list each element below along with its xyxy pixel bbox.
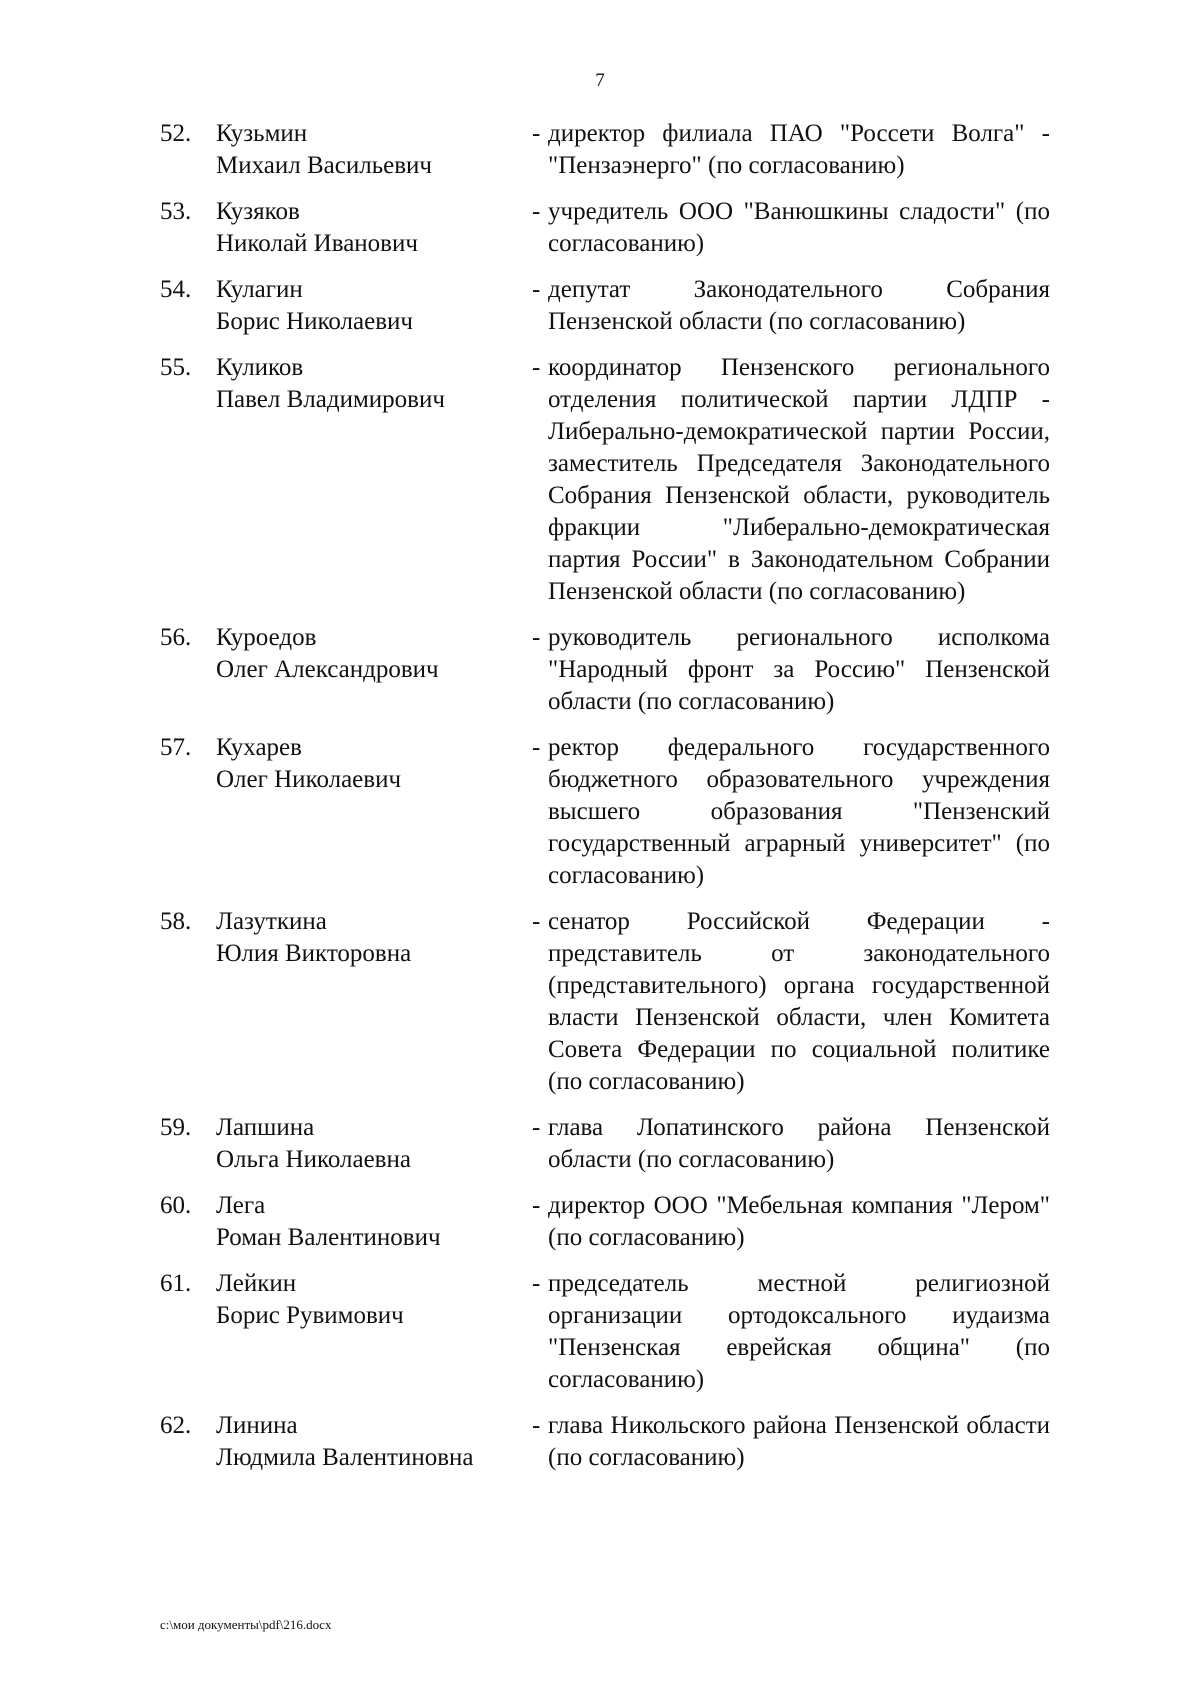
position-description: глава Никольского района Пензенской области (по согласованию) — [548, 1412, 1050, 1471]
list-item — [160, 1410, 1150, 1474]
surname: Кузяков — [216, 198, 300, 225]
list-item — [160, 1268, 1150, 1396]
person-name — [216, 1190, 516, 1254]
given-names: Олег Александрович — [216, 656, 439, 683]
given-names: Ольга Николаевна — [216, 1146, 411, 1173]
given-names: Николай Иванович — [216, 230, 418, 257]
file-path-footer: c:\мои документы\pdf\216.docx — [160, 1617, 332, 1632]
position-description: руководитель регионального исполкома "Народный фронт за Россию" Пензенской области (по согласованию) — [548, 624, 1050, 715]
position-description: ректор федерального государственного бюджетного образовательного учреждения высшего образования "Пензенский государственный аграрный университет" (по согласованию) — [548, 734, 1050, 889]
surname: Лазуткина — [216, 908, 327, 935]
members-list — [160, 118, 1150, 1488]
item-number: 57. — [160, 734, 192, 761]
dash: - — [532, 1270, 541, 1297]
surname: Кузьмин — [216, 120, 308, 147]
dash: - — [532, 198, 541, 225]
dash: - — [532, 120, 541, 147]
person-name — [216, 622, 516, 718]
list-item — [160, 732, 1150, 892]
surname: Куроедов — [216, 624, 317, 651]
item-number: 55. — [160, 354, 192, 381]
list-item — [160, 352, 1150, 608]
list-item — [160, 196, 1150, 260]
surname: Линина — [216, 1412, 298, 1439]
given-names: Юлия Викторовна — [216, 940, 412, 967]
position-description: координатор Пензенского регионального отделения политической партии ЛДПР - Либерально-демократической партии России, заместитель Председателя Законодательного Собрания Пензенской области, руководитель фракции "Либерально-демократическая партия России" в Законодательном Собрании Пензенской области (по согласованию) — [548, 354, 1050, 605]
list-item — [160, 1190, 1150, 1254]
surname: Кухарев — [216, 734, 302, 761]
page-number: 7 — [595, 70, 605, 91]
person-name — [216, 118, 516, 182]
list-item — [160, 906, 1150, 1098]
position-description: директор ООО "Мебельная компания "Лером" (по согласованию) — [548, 1192, 1050, 1251]
dash: - — [532, 908, 541, 935]
surname: Куликов — [216, 354, 304, 381]
surname: Лейкин — [216, 1270, 297, 1297]
given-names: Борис Николаевич — [216, 308, 413, 335]
list-item — [160, 622, 1150, 718]
surname: Лега — [216, 1192, 266, 1219]
person-name — [216, 352, 516, 608]
position-description: депутат Законодательного Собрания Пензенской области (по согласованию) — [548, 276, 1050, 335]
person-name — [216, 274, 516, 338]
item-number: 60. — [160, 1192, 192, 1219]
dash: - — [532, 1114, 541, 1141]
dash: - — [532, 1412, 541, 1439]
list-item — [160, 118, 1150, 182]
dash: - — [532, 734, 541, 761]
position-description: учредитель ООО "Ванюшкины сладости" (по согласованию) — [548, 198, 1050, 257]
dash: - — [532, 354, 541, 381]
list-item — [160, 1112, 1150, 1176]
item-number: 62. — [160, 1412, 192, 1439]
person-name — [216, 1410, 516, 1474]
position-description: председатель местной религиозной организации ортодоксального иудаизма "Пензенская еврейская община" (по согласованию) — [548, 1270, 1050, 1393]
item-number: 59. — [160, 1114, 192, 1141]
item-number: 53. — [160, 198, 192, 225]
item-number: 58. — [160, 908, 192, 935]
item-number: 61. — [160, 1270, 192, 1297]
given-names: Павел Владимирович — [216, 386, 445, 413]
position-description: глава Лопатинского района Пензенской области (по согласованию) — [548, 1114, 1050, 1173]
person-name — [216, 906, 516, 1098]
given-names: Людмила Валентиновна — [216, 1444, 474, 1471]
position-description: директор филиала ПАО "Россети Волга" - "Пензаэнерго" (по согласованию) — [548, 120, 1050, 179]
person-name — [216, 1112, 516, 1176]
given-names: Олег Николаевич — [216, 766, 402, 793]
item-number: 56. — [160, 624, 192, 651]
given-names: Роман Валентинович — [216, 1224, 441, 1251]
person-name — [216, 1268, 516, 1396]
surname: Кулагин — [216, 276, 303, 303]
given-names: Борис Рувимович — [216, 1302, 404, 1329]
dash: - — [532, 624, 541, 651]
item-number: 52. — [160, 120, 192, 147]
dash: - — [532, 276, 541, 303]
position-description: сенатор Российской Федерации - представитель от законодательного (представительного) органа государственной власти Пензенской области, член Комитета Совета Федерации по социальной политике (по согласованию) — [548, 908, 1050, 1095]
list-item — [160, 274, 1150, 338]
given-names: Михаил Васильевич — [216, 152, 432, 179]
surname: Лапшина — [216, 1114, 315, 1141]
item-number: 54. — [160, 276, 192, 303]
person-name — [216, 196, 516, 260]
person-name — [216, 732, 516, 892]
dash: - — [532, 1192, 541, 1219]
